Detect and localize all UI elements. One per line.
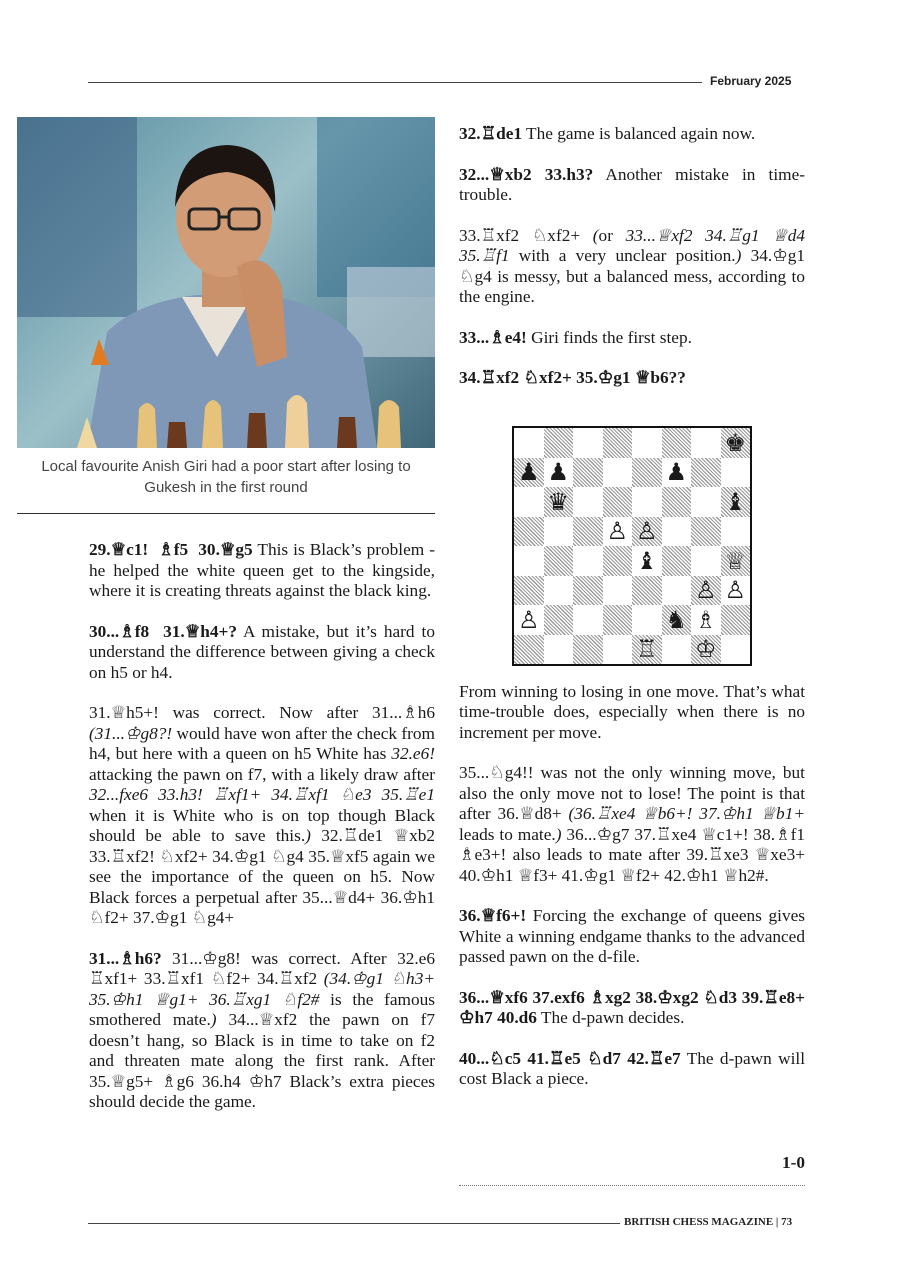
board-square	[632, 487, 662, 517]
board-square	[721, 605, 751, 635]
board-square	[544, 605, 574, 635]
board-square	[691, 605, 721, 635]
move: 36.♕f6+!	[459, 906, 527, 925]
board-square	[691, 517, 721, 547]
move: 29.♕c1!	[89, 540, 149, 559]
board-square	[544, 546, 574, 576]
paragraph	[89, 949, 435, 1113]
variation: )	[735, 246, 742, 265]
chess-piece: ♙	[635, 517, 658, 546]
chess-piece: ♔	[694, 635, 717, 664]
board-square	[514, 428, 544, 458]
board-square	[603, 487, 633, 517]
paragraph	[459, 1049, 805, 1090]
paragraph	[459, 368, 805, 389]
chess-piece: ♚	[724, 428, 746, 457]
paragraph: From winning to losing in one move. That’s what time-trouble does, especially when there is no increment per move.	[459, 681, 805, 742]
board-square	[603, 576, 633, 606]
board-square	[514, 546, 544, 576]
board-square	[544, 517, 574, 547]
board-square	[573, 517, 603, 547]
chess-piece: ♟	[517, 458, 540, 487]
commentary: 35...♘g4!! was not the only winning move, but also the only move not to lose! The point is that after 36.♕d8+	[459, 763, 805, 823]
board-square	[603, 428, 633, 458]
commentary: A mistake, but it’s hard to understand the difference between giving a check on h5 or h4.	[89, 621, 435, 682]
header-date: February 2025	[710, 74, 792, 88]
variation: 32...fxe6 33.h3! ♖xf1+ 34.♖xf1 ♘e3 35.♖e1	[89, 785, 435, 804]
chess-piece: ♟	[665, 458, 687, 487]
commentary: with a very unclear position.	[509, 246, 736, 265]
header-rule	[88, 82, 702, 83]
board-square	[603, 458, 633, 488]
player-photo	[17, 117, 435, 448]
board-square	[544, 576, 574, 606]
paragraph	[89, 540, 435, 602]
move: 31.♕h4+?	[163, 621, 237, 641]
board-square	[573, 635, 603, 665]
move: 36...♕xf6 37.exf6 ♗xg2 38.♔xg2 ♘d3 39.♖e8+ ♔h7 40.d6	[459, 987, 805, 1027]
paragraph	[459, 906, 805, 968]
board-square	[573, 605, 603, 635]
board-square	[603, 517, 633, 547]
board-square	[632, 458, 662, 488]
board-square	[662, 428, 692, 458]
board-square	[632, 576, 662, 606]
board-square	[632, 605, 662, 635]
page-number: 73	[781, 1216, 793, 1228]
board-square	[721, 458, 751, 488]
chess-piece: ♟	[547, 458, 569, 487]
commentary: Forcing the exchange of queens gives White a winning endgame thanks to the advanced passed pawn on the d-file.	[459, 906, 805, 966]
board-square	[691, 458, 721, 488]
move: 31...♗h6?	[89, 948, 162, 968]
variation: )	[305, 826, 311, 845]
board-square	[721, 517, 751, 547]
game-result: 1-0	[781, 1153, 805, 1172]
paragraph	[459, 328, 805, 349]
photo-caption: Local favourite Anish Giri had a poor start after losing to Gukesh in the first round	[41, 458, 411, 496]
paragraph	[459, 124, 805, 145]
board-square	[514, 605, 544, 635]
variation: )	[555, 824, 562, 844]
move: 30...♗f8	[89, 621, 150, 641]
board-square	[632, 546, 662, 576]
board-square	[662, 605, 692, 635]
board-square	[573, 487, 603, 517]
board-square	[632, 428, 662, 458]
move: 33...♗e4!	[459, 327, 527, 347]
player-figure	[17, 117, 435, 448]
move: 40...♘c5 41.♖e5 ♘d7 42.♖e7	[459, 1048, 681, 1068]
chess-piece: ♕	[724, 546, 746, 575]
variation: (36.♖xe4 ♕b6+! 37.♔h1 ♕b1+	[568, 804, 805, 823]
board-square	[721, 576, 751, 606]
variation: (34.♔g1 ♘h3+ 35.♔h1 ♕g1+ 36.♖xg1 ♘f2#	[89, 969, 435, 1009]
board-square	[544, 428, 574, 458]
board-square	[691, 487, 721, 517]
chess-piece: ♝	[724, 487, 746, 516]
board-square	[691, 635, 721, 665]
commentary: 34.♔g1 ♘g4 is messy, but a balanced mess, according to the engine.	[459, 246, 806, 306]
commentary: The d-pawn will cost Black a piece.	[459, 1048, 805, 1088]
board-square	[573, 576, 603, 606]
board-square	[544, 458, 574, 488]
move: 32...♕xb2 33.h3?	[459, 164, 594, 184]
caption-rule	[17, 513, 435, 514]
variation: (31...♔g8?!	[89, 723, 173, 743]
board-square	[573, 546, 603, 576]
board-square	[632, 635, 662, 665]
board-square	[691, 546, 721, 576]
chess-piece: ♛	[547, 487, 569, 516]
commentary: Giri finds the first step.	[526, 327, 692, 347]
board-square	[721, 428, 751, 458]
commentary: The game is balanced again now.	[522, 124, 756, 143]
commentary: 31...♔g8! was correct. After 32.e6 ♖xf1+ 33.♖xf1 ♘f2+ 34.♖xf2	[89, 948, 435, 988]
board-square	[573, 458, 603, 488]
left-column	[89, 540, 435, 1133]
board-square	[514, 487, 544, 517]
paragraph	[459, 988, 805, 1029]
paragraph	[89, 703, 435, 929]
commentary: or	[598, 225, 626, 245]
board-square	[573, 428, 603, 458]
commentary: when it is White who is on top though Black should be able to save this.	[89, 805, 435, 845]
board-square	[721, 635, 751, 665]
paragraph	[459, 226, 805, 308]
variation: (	[592, 225, 599, 245]
dotted-rule	[459, 1185, 805, 1186]
commentary: 32.♖de1 ♕xb2 33.♖xf2! ♘xf2+ 34.♔g1 ♘g4 35.♕xf5 again we see the importance of the queen on h5. Now Black forces a perpetual after 35...♕d4+ 36.♔h1 ♘f2+ 37.♔g1 ♘g4+	[89, 826, 435, 927]
publication-name: BRITISH CHESS MAGAZINE |	[624, 1216, 779, 1228]
chess-piece: ♝	[635, 546, 658, 575]
chess-piece: ♙	[606, 517, 628, 546]
move: ♗f5	[158, 540, 189, 559]
board-square	[603, 635, 633, 665]
board-square	[544, 487, 574, 517]
board-square	[514, 517, 544, 547]
move: 32.♖de1	[459, 124, 523, 143]
commentary: 33.♖xf2 ♘xf2+	[459, 225, 593, 245]
chess-piece: ♗	[694, 605, 717, 634]
footer-text	[624, 1216, 792, 1228]
board-square	[514, 635, 544, 665]
commentary: This is Black’s problem - he helped the white queen get to the kingside, where it is creating threats against the black king.	[89, 540, 436, 600]
chess-piece: ♙	[517, 605, 540, 634]
variation: 32.e6!	[391, 744, 435, 763]
commentary: attacking the pawn on f7, with a likely draw after	[89, 764, 435, 784]
board-square	[691, 428, 721, 458]
board-square	[662, 517, 692, 547]
chess-piece: ♖	[635, 635, 658, 664]
board-square	[544, 635, 574, 665]
commentary: 34...♕xf2 the pawn on f7 doesn’t hang, so Black is in time to take on f2 and threaten mate along the first rank. After 35.♕g5+ ♗g6 36.h4 ♔h7 Black’s extra pieces should decide the game.	[89, 1010, 435, 1111]
paragraph	[459, 763, 805, 886]
chess-diagram	[512, 426, 752, 666]
board-square	[514, 458, 544, 488]
commentary: Another mistake in time-trouble.	[459, 164, 805, 204]
board-square	[603, 546, 633, 576]
board-square	[662, 458, 692, 488]
footer-rule	[88, 1223, 620, 1224]
board-square	[603, 605, 633, 635]
chess-piece: ♙	[724, 576, 746, 605]
paragraph	[89, 622, 435, 684]
chess-piece: ♞	[665, 605, 687, 634]
commentary: 36...♔g7 37.♖xe4 ♕c1+! 38.♗f1 ♗e3+! also leads to mate after 39.♖xe3 ♕xe3+ 40.♔h1 ♕f3+ 41.♔g1 ♕f2+ 42.♔h1 ♕h2#.	[459, 824, 806, 885]
board-square	[662, 546, 692, 576]
board-square	[632, 517, 662, 547]
chess-piece: ♙	[694, 576, 717, 605]
board-square	[662, 487, 692, 517]
variation: )	[210, 1010, 217, 1029]
move: 30.♕g5	[198, 540, 253, 559]
commentary: leads to mate.	[459, 824, 556, 844]
board-square	[662, 576, 692, 606]
move: 34.♖xf2 ♘xf2+ 35.♔g1 ♕b6??	[459, 368, 686, 387]
commentary: is the famous smothered mate.	[89, 989, 435, 1029]
board-square	[662, 635, 692, 665]
commentary: would have won after the check from h4, but here with a queen on h5 White has	[89, 723, 435, 763]
commentary: 31.♕h5+! was correct. Now after 31...♗h6	[89, 703, 435, 722]
board-square	[691, 576, 721, 606]
board-square	[514, 576, 544, 606]
variation: 33...♕xf2 34.♖g1 ♕d4 35.♖f1	[459, 225, 806, 265]
board-square	[721, 487, 751, 517]
paragraph	[459, 165, 805, 206]
board-square	[721, 546, 751, 576]
commentary: The d-pawn decides.	[536, 1008, 685, 1027]
